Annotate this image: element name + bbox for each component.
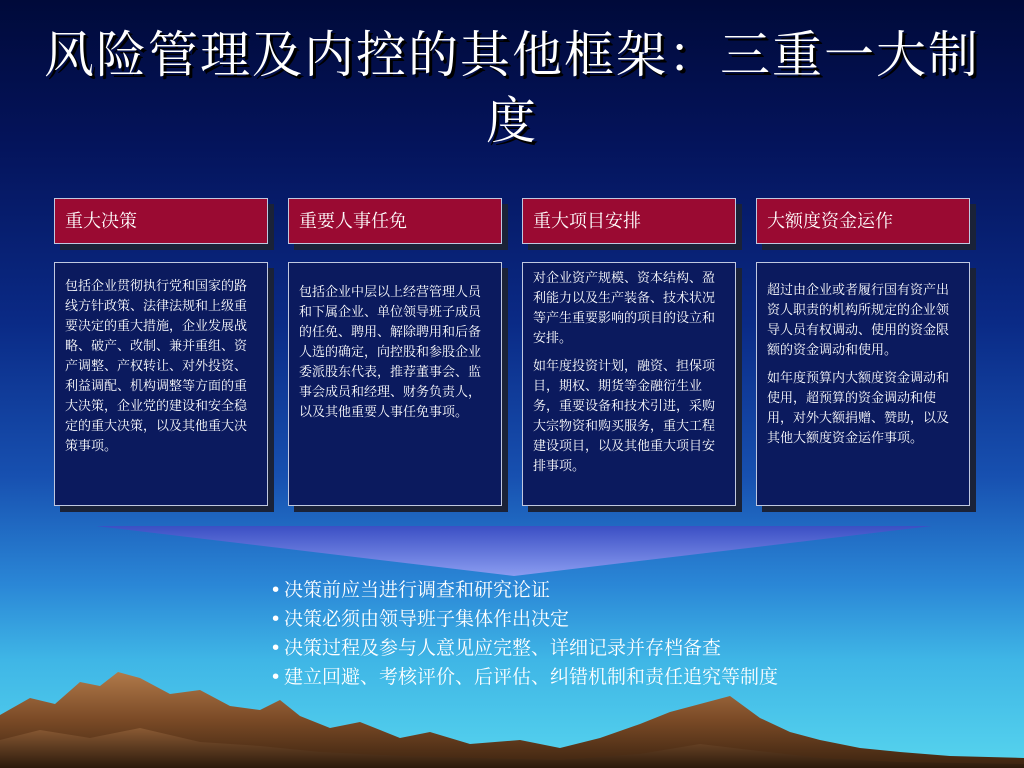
column-body [54,262,268,506]
list-item-text: 决策过程及参与人意见应完整、详细记录并存档备查 [284,637,722,659]
slide-title: 风险管理及内控的其他框架：三重一大制度 [44,26,980,150]
list-item [270,576,778,605]
column-paragraph: 对企业资产规模、资本结构、盈利能力以及生产装备、技术状况等产生重要影响的项目的设立和安排。 [533,271,716,346]
column-major-decisions [54,198,268,506]
column-heading: 重要人事任免 [288,198,502,244]
column-body [522,262,736,506]
funnel-arrow-shape [96,526,932,576]
column-paragraph: 包括企业中层以上经营管理人员和下属企业、单位领导班子成员的任免、聘用、解除聘用和后备人选的确定，向控股和参股企业委派股东代表，推荐董事会、监事会成员和经理、财务负责人，以及其他重要人事任免事项。 [299,285,482,420]
bullet-marker: • [270,579,282,601]
mountain-landscape-image [0,620,1024,768]
column-paragraph: 超过由企业或者履行国有资产出资人职责的机构所规定的企业领导人员有权调动、使用的资金限额的资金调动和使用。 [767,283,950,358]
column-heading: 重大项目安排 [522,198,736,244]
list-item-text: 决策必须由领导班子集体作出决定 [284,608,570,630]
list-item-text: 决策前应当进行调查和研究论证 [284,579,551,601]
column-heading: 大额度资金运作 [756,198,970,244]
list-item-text: 建立回避、考核评价、后评估、纠错机制和责任追究等制度 [284,666,779,688]
column-large-funds [756,198,970,506]
column-paragraph: 如年度投资计划，融资、担保项目，期权、期货等金融衍生业务，重要设备和技术引进，采购大宗物资和购买服务，重大工程建设项目，以及其他重大项目安排事项。 [533,359,716,474]
column-paragraph: 包括企业贯彻执行党和国家的路线方针政策、法律法规和上级重要决定的重大措施，企业发展战略、破产、改制、兼并重组、资产调整、产权转让、对外投资、利益调配、机构调整等方面的重大决策，企业党的建设和安全稳定的重大决策，以及其他重大决策事项。 [65,279,248,454]
bullet-marker: • [270,608,282,630]
column-personnel-appointments [288,198,502,506]
column-major-projects [522,198,736,506]
column-paragraph: 如年度预算内大额度资金调动和使用，超预算的资金调动和使用，对外大额捐赠、赞助，以及其他大额度资金运作事项。 [767,371,950,446]
bullet-marker: • [270,666,282,688]
bullet-marker: • [270,637,282,659]
column-body [756,262,970,506]
column-heading: 重大决策 [54,198,268,244]
column-body [288,262,502,506]
